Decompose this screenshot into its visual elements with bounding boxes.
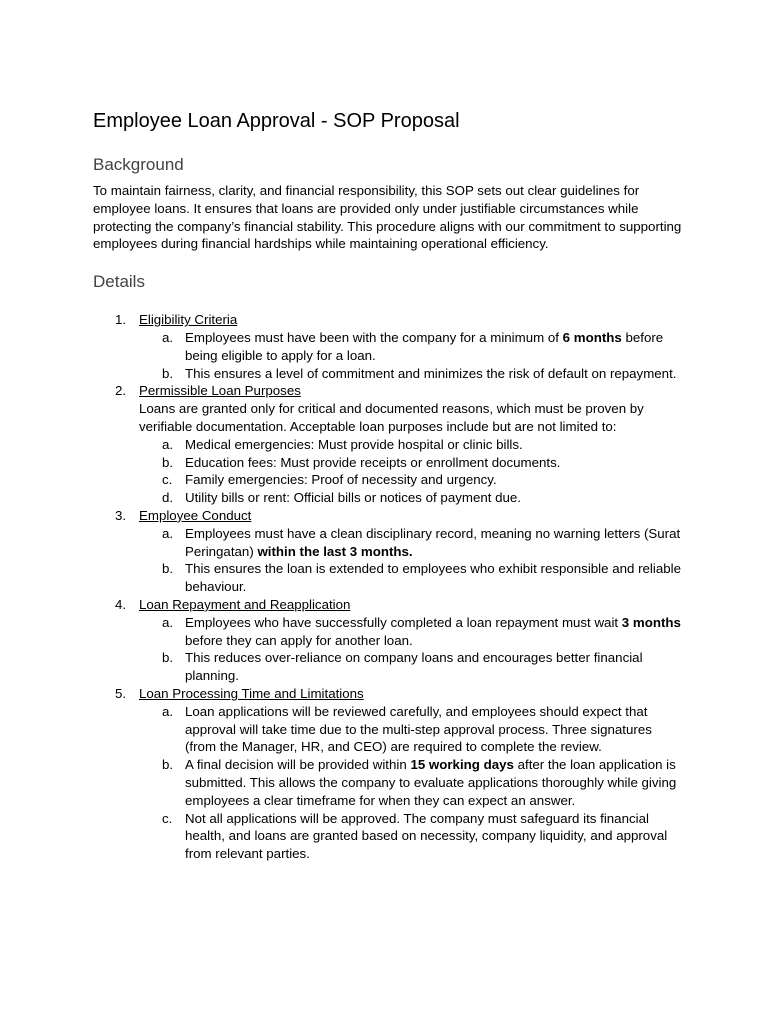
list-item <box>139 810 683 863</box>
item-bold-text: 15 working days <box>410 757 514 773</box>
item-text: Employees must have been with the company for a minimum of <box>185 329 563 345</box>
section-title: Employee Conduct <box>139 507 252 523</box>
list-item <box>139 525 683 561</box>
section-title: Loan Repayment and Reapplication <box>139 596 351 612</box>
item-text: This ensures the loan is extended to employees who exhibit responsible and reliable behaviour. <box>185 561 681 595</box>
section-employee-conduct <box>93 507 683 596</box>
item-text-end: after the loan application is submitted. This allows the company to evaluate applications thoroughly while giving employees a clear timeframe for when they can expect an answer. <box>185 757 677 808</box>
item-text-end: before being eligible to apply for a loan. <box>185 329 664 363</box>
item-letter: b. <box>162 650 174 666</box>
section-loan-purposes <box>93 382 683 507</box>
list-item <box>139 471 683 489</box>
item-text: This ensures a level of commitment and minimizes the risk of default on repayment. <box>185 365 677 381</box>
section-title: Loan Processing Time and Limitations <box>139 685 364 701</box>
list-item <box>139 756 683 809</box>
details-heading: Details <box>93 272 145 292</box>
list-item <box>139 436 683 454</box>
item-text: Education fees: Must provide receipts or enrollment documents. <box>185 454 561 470</box>
sub-list <box>139 436 683 507</box>
section-eligibility <box>93 311 683 382</box>
document-page <box>93 108 683 863</box>
item-text: Employees who have successfully completed a loan repayment must wait <box>185 614 622 630</box>
item-letter: a. <box>162 436 174 452</box>
section-number: 1. <box>115 312 127 328</box>
section-number: 3. <box>115 507 127 523</box>
item-bold-text: 3 months <box>621 614 681 630</box>
list-item <box>139 365 683 383</box>
item-text: Loan applications will be reviewed carefully, and employees should expect that approval will take time due to the multi-step approval process. Three signatures (from the Manager, HR, and CEO) are required to complete the review. <box>185 703 652 755</box>
item-text: Medical emergencies: Must provide hospital or clinic bills. <box>185 436 523 452</box>
item-letter: a. <box>162 525 174 541</box>
item-letter: b. <box>162 757 174 773</box>
item-text: Employees must have a clean disciplinary record, meaning no warning letters (Surat Peringatan) <box>185 525 681 559</box>
section-title: Eligibility Criteria <box>139 312 238 328</box>
section-title: Permissible Loan Purposes <box>139 383 301 399</box>
item-letter: b. <box>162 365 174 381</box>
item-text: Utility bills or rent: Official bills or notices of payment due. <box>185 490 522 506</box>
item-bold-text: 6 months <box>562 329 622 345</box>
details-list <box>93 311 683 863</box>
sub-list <box>139 329 683 382</box>
section-processing-time <box>93 685 683 863</box>
section-number: 5. <box>115 685 127 701</box>
item-bold-text: within the last 3 months. <box>257 543 413 559</box>
section-intro: Loans are granted only for critical and documented reasons, which must be proven by verifiable documentation. Acceptable loan purposes include but are not limited to: <box>139 401 644 434</box>
section-number: 4. <box>115 596 127 612</box>
list-item <box>139 614 683 650</box>
background-paragraph: To maintain fairness, clarity, and financial responsibility, this SOP sets out clear guidelines for employee loans. It ensures that loans are provided only under justifiable circumstances while protecting the company’s financial stability. This procedure aligns with our commitment to supporting employees during financial hardships while maintaining operational efficiency. <box>93 183 682 252</box>
section-number: 2. <box>115 383 127 399</box>
background-heading: Background <box>93 155 184 174</box>
item-letter: a. <box>162 703 174 719</box>
item-text: A final decision will be provided within <box>185 757 411 773</box>
item-text: Family emergencies: Proof of necessity and urgency. <box>185 472 497 488</box>
item-letter: b. <box>162 561 174 577</box>
list-item <box>139 560 683 596</box>
sub-list <box>139 703 683 863</box>
item-letter: d. <box>162 490 174 506</box>
section-repayment <box>93 596 683 685</box>
item-letter: a. <box>162 329 174 345</box>
sub-list <box>139 614 683 685</box>
item-letter: c. <box>162 810 173 826</box>
document-title: Employee Loan Approval - SOP Proposal <box>93 110 460 132</box>
item-letter: c. <box>162 472 173 488</box>
item-text-end: before they can apply for another loan. <box>185 632 413 648</box>
item-letter: a. <box>162 614 174 630</box>
sub-list <box>139 525 683 596</box>
list-item <box>139 329 683 365</box>
list-item <box>139 489 683 507</box>
list-item <box>139 703 683 756</box>
item-text: Not all applications will be approved. The company must safeguard its financial health, and loans are granted based on necessity, company liquidity, and approval from relevant parties. <box>185 810 668 862</box>
item-text: This reduces over-reliance on company loans and encourages better financial planning. <box>185 650 643 684</box>
list-item <box>139 649 683 685</box>
list-item <box>139 454 683 472</box>
item-letter: b. <box>162 454 174 470</box>
